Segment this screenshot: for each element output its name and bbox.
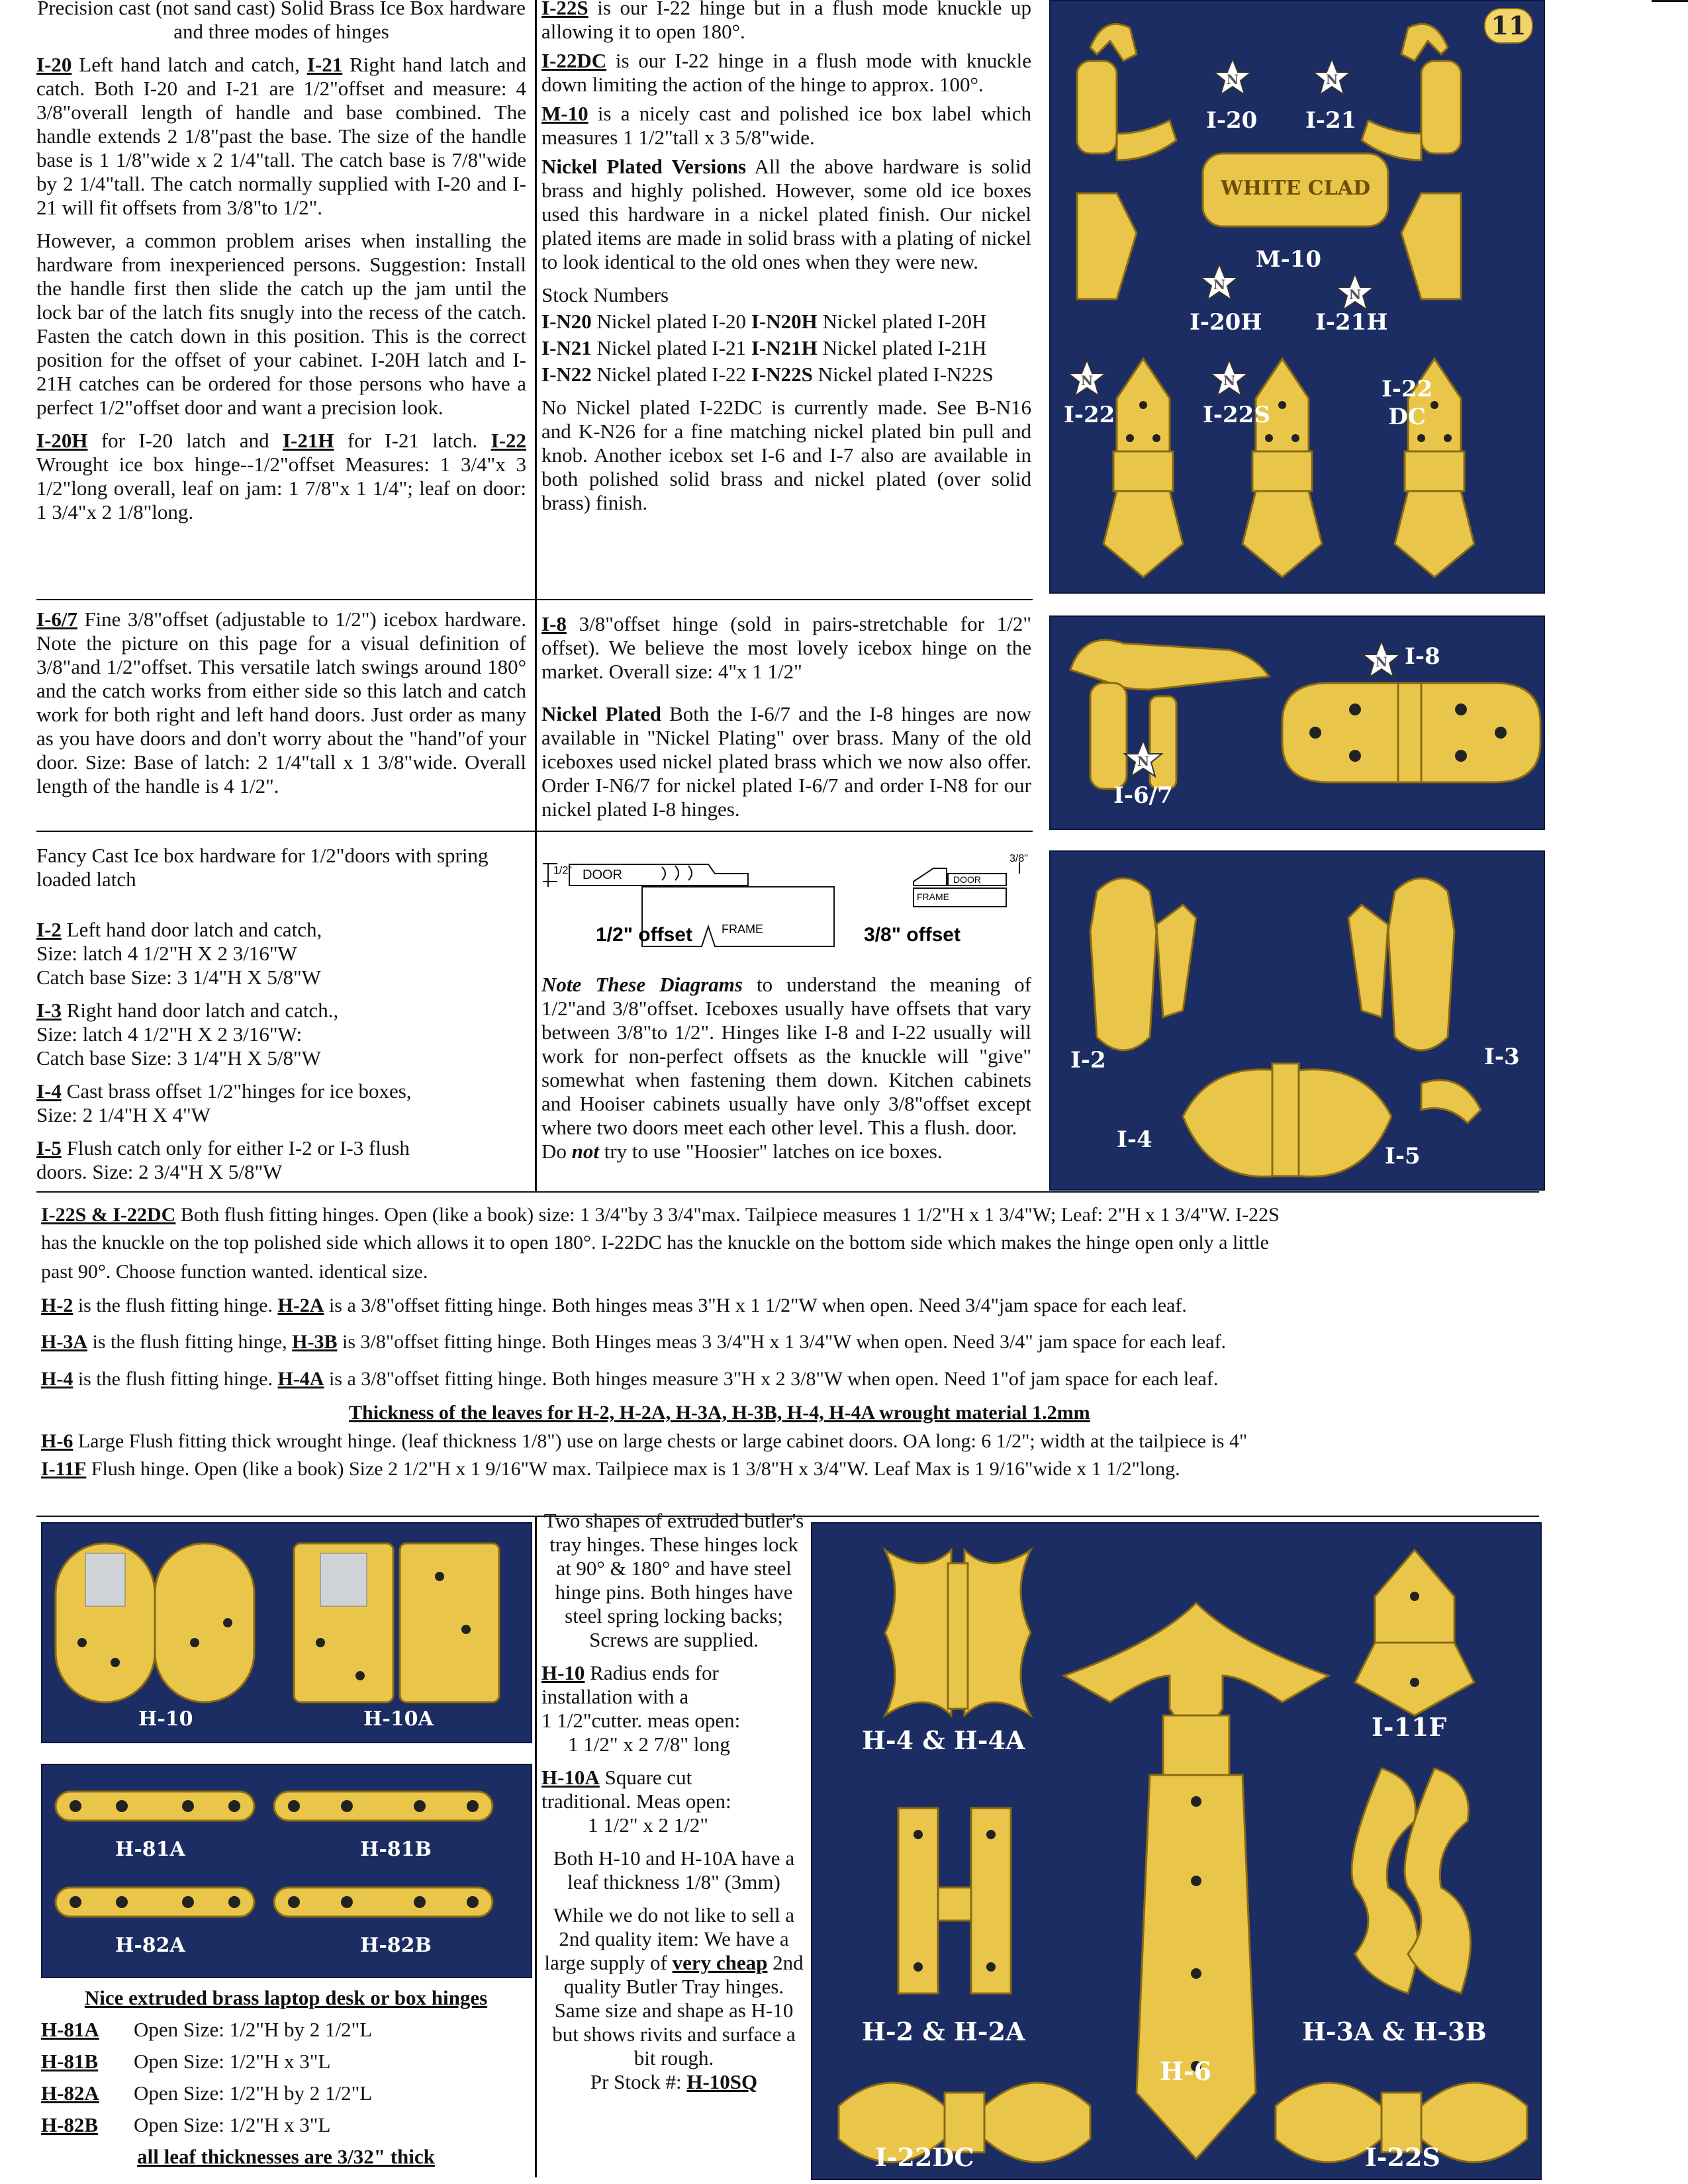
label-i5: I-5: [1385, 1143, 1421, 1169]
nickel2-paragraph: Nickel Plated Both the I-6/7 and the I-8 hinges are now available in "Nickel Plating" over brass. Many of the old iceboxes used nickel plated brass which we now also offer. Order I-N6/7 for nickel plated I-6/7 and order I-N8 for our nickel plated I-8 hinges.: [541, 702, 1031, 821]
hinge-h4: [885, 1550, 1031, 1715]
latch-i2: [1090, 878, 1196, 1050]
col2-top: [541, 0, 1031, 524]
latch-i3: [1348, 878, 1454, 1050]
diagram-door-1: DOOR: [583, 868, 622, 882]
nickel-star-icon: [1067, 359, 1107, 398]
i8-paragraph: I-8 3/8"offset hinge (sold in pairs-stretchable for 1/2" offset). We believe the most lovely icebox hinge on the market. Overall size: 4"x 1 1/2": [541, 612, 1031, 683]
diagram-half-small: 1/2": [553, 865, 572, 876]
second-quality: While we do not like to sell a 2nd quality item: We have a large supply of very cheap 2nd quality Butler Tray hinges. Same size and shape as H-10 but shows rivits and surface a bit rough. Pr Stock #: H-10SQ: [544, 1903, 804, 2093]
hinge-i4: [1183, 1064, 1391, 1177]
nickel-star-icon: [1362, 640, 1401, 680]
col2-mid: [541, 612, 1031, 831]
label-i22: I-22: [1064, 402, 1115, 428]
i22s-i22dc-line3: past 90°. Choose function wanted. identical size.: [41, 1261, 428, 1283]
svg-text:N: N: [1137, 753, 1150, 769]
fancy-photo-panel: [1049, 850, 1545, 1191]
label-h81b: H-81B: [360, 1838, 432, 1861]
i22s-paragraph: I-22S is our I-22 hinge but in a flush mode knuckle up allowing it to open 180°.: [541, 0, 1031, 43]
nickel-paragraph: Nickel Plated Versions All the above hardware is solid brass and highly polished. However, some old ice boxes used this hardware in a nickel plated finish. Our nickel plated items are made in solid brass with a plating of nickel to look identical to the old ones when they were new.: [541, 155, 1031, 273]
nickel-star-icon: [1213, 58, 1252, 97]
note-last-line: Do not try to use "Hoosier" latches on ice boxes.: [541, 1140, 943, 1163]
diagram-frame-2: FRAME: [917, 891, 949, 902]
diagram-three-label: 3/8" offset: [864, 924, 961, 946]
label-h2-h2a: H-2 & H-2A: [862, 2017, 1025, 2046]
svg-text:N: N: [1226, 71, 1239, 87]
hinge-i22s: [1243, 359, 1322, 577]
hinge-i11f: [1355, 1550, 1474, 1715]
i20h-paragraph: I-20H for I-20 latch and I-21H for I-21 latch. I-22 Wrought ice box hinge--1/2"offset Measures: 1 3/4"x 3 1/2"long overall, leaf on jam: 1 7/8"x 1 1/4"; leaf on door: 1 3/4"x 2 1/8"long.: [36, 429, 527, 523]
corner-mark: [1652, 0, 1688, 2]
nickel-star-icon: [1199, 263, 1239, 302]
however-paragraph: However, a common problem arises when installing the hardware from inexperienced persons. Suggestion: Install the handle first then slide the catch up the jam until the lock bar of the latch fits snugly into the recess of the catch. Fasten the catch down in this position. This is the correct position for the offset of your cabinet. I-20H latch and I-21H catches can be ordered for those persons who have a perfect 1/2"offset door and want a precision look.: [36, 229, 526, 419]
label-i21: I-21: [1305, 107, 1357, 134]
list-item: H-81B Open Size: 1/2"H x 3"L: [41, 2050, 331, 2073]
column-divider-1: [535, 0, 537, 1191]
h10-desc: H-10 Radius ends for installation with a 1 1/2"cutter. meas open: 1 1/2" x 2 7/8" long: [541, 1661, 741, 1756]
list-item: H-82B Open Size: 1/2"H x 3"L: [41, 2113, 331, 2136]
label-i3: I-3: [1484, 1044, 1520, 1070]
i11f-line: I-11F Flush hinge. Open (like a book) Size 2 1/2"H x 1 9/16"W max. Tailpiece max is 1 3/8"H x 3/4"W. Leaf Max is 1 9/16"wide x 1 1/2"long.: [41, 1458, 1180, 1480]
i2-paragraph: I-2 Left hand door latch and catch, Size: latch 4 1/2"H X 2 3/16"W Catch base Size: 3 1/4"H X 5/8"W: [36, 918, 322, 989]
i4-paragraph: I-4 Cast brass offset 1/2"hinges for ice boxes, Size: 2 1/4"H X 4"W: [36, 1079, 412, 1126]
svg-text:N: N: [1325, 71, 1338, 87]
top-hardware-art: [1051, 1, 1544, 592]
big-hinge-panel: [811, 1522, 1542, 2180]
i20-code: I-20: [36, 53, 72, 76]
mid-photo-panel: [1049, 615, 1545, 830]
butler-intro: Two shapes of extruded butler's tray hinges. These hinges lock at 90° & 180° and have steel hinge pins. Both hinges have steel spring locking backs; Screws are supplied.: [543, 1509, 804, 1651]
h10-art: [42, 1524, 531, 1742]
list-item: H-81A Open Size: 1/2"H by 2 1/2"L: [41, 2018, 373, 2041]
row-divider-2: [36, 831, 1033, 832]
page-number-badge: 11: [1484, 8, 1533, 44]
hinge-h10: [56, 1543, 254, 1702]
hinge-h2: [898, 1808, 1011, 1993]
label-i22s-bottom: I-22S: [1365, 2142, 1440, 2172]
hinge-i22: [1103, 359, 1183, 577]
diagram-frame-1: FRAME: [722, 923, 763, 936]
note-paragraph: Note These Diagrams to understand the meaning of 1/2"and 3/8"offset. Iceboxes usually have offsets that vary between 3/8"to 1/2". Hinges like I-8 and I-22 usually will work for non-perfect offsets as the knuckle will "give" somewhat when fastening them down. Kitchen cabinets and Hooiser cabinets usually have only 3/8"offset except where two doors meet each other level. This a flush. door.: [541, 973, 1031, 1139]
both-thickness: Both H-10 and H-10A have a leaf thickness 1/8" (3mm): [553, 1846, 795, 1893]
label-h82a: H-82A: [115, 1934, 185, 1957]
i3-paragraph: I-3 Right hand door latch and catch., Size: latch 4 1/2"H X 2 3/16"W: Catch base Size: 3 1/4"H X 5/8"W: [36, 999, 339, 1069]
i21-code: I-21: [306, 53, 343, 76]
h2-line: H-2 is the flush fitting hinge. H-2A is a 3/8"offset fitting hinge. Both hinges meas 3"H x 1 1/2"W when open. Need 3/4"jam space for each leaf.: [41, 1295, 1187, 1316]
h4-line: H-4 is the flush fitting hinge. H-4A is a 3/8"offset fitting hinge. Both hinges measure 3"H x 2 3/8"W when open. Need 1"of jam space for each leaf.: [41, 1368, 1219, 1390]
column-divider-2: [535, 1516, 537, 2177]
i20-paragraph: I-20 Left hand latch and catch, I-21 Right hand latch and catch. Both I-20 and I-21 are 1/2"offset and measure: 4 3/8"overall length of handle and base combined. The handle extends 2 1/8"past the base. The size of the handle base is 1 1/8"wide x 2 1/4"tall. The catch base is 7/8"wide by 2 1/4"tall. The catch normally supplied with I-20 and I-21 will fit offsets from 3/8"to 1/2".: [36, 53, 526, 219]
row-divider-1: [36, 599, 1033, 600]
label-i8: I-8: [1405, 643, 1440, 670]
list-item: H-82A Open Size: 1/2"H by 2 1/2"L: [41, 2081, 373, 2105]
stock-list: [541, 310, 1031, 387]
svg-text:N: N: [1223, 373, 1236, 388]
i22s-i22dc-line2: has the knuckle on the top polished side which allows it to open 180°. I-22DC has the knuckle on the bottom side which makes the hinge open only a little: [41, 1232, 1269, 1253]
full-width-section: [41, 1201, 1524, 1483]
thickness-heading: Thickness of the leaves for H-2, H-2A, H-3A, H-3B, H-4, H-4A wrought material 1.2mm: [349, 1402, 1090, 1424]
nickel-star-icon: [1209, 359, 1249, 398]
h6-line: H-6 Large Flush fitting thick wrought hinge. (leaf thickness 1/8") use on large chests or large cabinet doors. OA long: 6 1/2"; width at the tailpiece is 4": [41, 1430, 1248, 1452]
label-i67: I-6/7: [1113, 782, 1173, 809]
label-i20: I-20: [1206, 107, 1258, 134]
svg-text:N: N: [1375, 654, 1388, 670]
col1-fancy: [36, 844, 526, 1193]
svg-text:N: N: [1348, 287, 1362, 302]
label-plate-text: WHITE CLAD: [1221, 177, 1370, 200]
intro-text: Precision cast (not sand cast) Solid Brass Ice Box hardware and three modes of hinges: [37, 0, 526, 43]
label-m10: M-10: [1256, 246, 1322, 273]
i5-paragraph: I-5 Flush catch only for either I-2 or I-3 flush doors. Size: 2 3/4"H X 5/8"W: [36, 1136, 410, 1183]
stock-row: I-N20 Nickel plated I-20 I-N20H Nickel plated I-20H: [541, 310, 987, 333]
nickel-star-icon: [1335, 273, 1375, 312]
h10-photo-panel: [41, 1522, 532, 1743]
label-i11f: I-11F: [1372, 1712, 1447, 1742]
h8-photo-panel: [41, 1764, 532, 1978]
label-h4-h4a: H-4 & H-4A: [862, 1725, 1025, 1755]
hinge-h10a: [294, 1543, 499, 1702]
i22dc-paragraph: I-22DC is our I-22 hinge in a flush mode with knuckle down limiting the action of the hinge to approx. 100°.: [541, 49, 1031, 96]
hinge-h3: [1352, 1768, 1471, 1993]
label-h82b: H-82B: [360, 1934, 432, 1957]
leaf-thickness-footer: all leaf thicknesses are 3/32" thick: [137, 2145, 435, 2168]
catch-i5: [1421, 1080, 1481, 1123]
label-i22s: I-22S: [1203, 402, 1270, 428]
label-h6: H-6: [1160, 2056, 1212, 2086]
label-i22dc-bottom: I-22DC: [875, 2142, 974, 2172]
fancy-intro: Fancy Cast Ice box hardware for 1/2"doors with spring loaded latch: [36, 844, 489, 891]
label-i22dc: I-22 DC: [1382, 376, 1433, 430]
col1-top: [36, 0, 526, 533]
no-nickel-paragraph: No Nickel plated I-22DC is currently made. See B-N16 and K-N26 for a fine matching nickel plated bin pull and knob. Another icebox set I-6 and I-7 also are available in both polished solid brass and nickel plated (over solid brass) finish.: [541, 396, 1031, 514]
offset-diagram: [543, 847, 1033, 953]
col1-mid: [36, 608, 526, 807]
svg-text:N: N: [1080, 373, 1094, 388]
stock-row: I-N21 Nickel plated I-21 I-N21H Nickel plated I-21H: [541, 336, 987, 359]
laptop-hinge-title: Nice extruded brass laptop desk or box hinges: [84, 1986, 488, 2009]
laptop-hinge-list: [41, 1982, 531, 2173]
diagram-three-small: 3/8": [1009, 853, 1028, 864]
stock-row: I-N22 Nickel plated I-22 I-N22S Nickel plated I-N22S: [541, 363, 994, 386]
i22s-i22dc-line1: I-22S & I-22DC Both flush fitting hinges. Open (like a book) size: 1 3/4"by 3 3/4"max. Tailpiece measures 1 1/2"H x 1 3/4"W; Leaf: 2"H x 1 3/4"W. I-22S: [41, 1204, 1280, 1226]
col2-note: [541, 973, 1031, 1173]
stock-title: Stock Numbers: [541, 283, 669, 306]
label-h81a: H-81A: [115, 1838, 185, 1861]
nickel-star-icon: [1123, 739, 1163, 779]
label-h10: H-10: [138, 1707, 193, 1731]
i67-paragraph: I-6/7 Fine 3/8"offset (adjustable to 1/2") icebox hardware. Note the picture on this page for a visual definition of 3/8"and 1/2"offset. This versatile latch swings around 180° and the catch works from either side so this latch and catch work for both right and left hand doors. Just order as many as you have doors and don't worry about the "hand"of your door. Size: Base of latch: 2 1/4"tall x 1 3/8"wide. Overall length of the handle is 4 1/2".: [36, 608, 526, 797]
label-i21h: I-21H: [1315, 309, 1388, 336]
diagram-door-2: DOOR: [953, 874, 981, 885]
label-h3a-h3b: H-3A & H-3B: [1302, 2017, 1487, 2046]
label-i2: I-2: [1070, 1047, 1106, 1073]
h10a-desc: H-10A Square cut traditional. Meas open: 1 1/2" x 2 1/2": [541, 1766, 731, 1837]
label-i4: I-4: [1117, 1126, 1152, 1153]
diagram-half-label: 1/2" offset: [596, 924, 692, 946]
butler-tray-text: [541, 1509, 806, 2094]
nickel-star-icon: [1312, 58, 1352, 97]
svg-text:N: N: [1213, 277, 1226, 293]
top-photo-panel: [1049, 0, 1545, 594]
label-i20h: I-20H: [1190, 309, 1262, 336]
m10-paragraph: M-10 is a nicely cast and polished ice box label which measures 1 1/2"tall x 3 5/8"wide.: [541, 102, 1031, 149]
hinge-i8: [1282, 683, 1540, 782]
label-h10a: H-10A: [363, 1707, 434, 1731]
h3-line: H-3A is the flush fitting hinge, H-3B is 3/8"offset fitting hinge. Both Hinges meas 3 3/4"H x 1 3/4"W when open. Need 3/4" jam space for each leaf.: [41, 1331, 1227, 1353]
